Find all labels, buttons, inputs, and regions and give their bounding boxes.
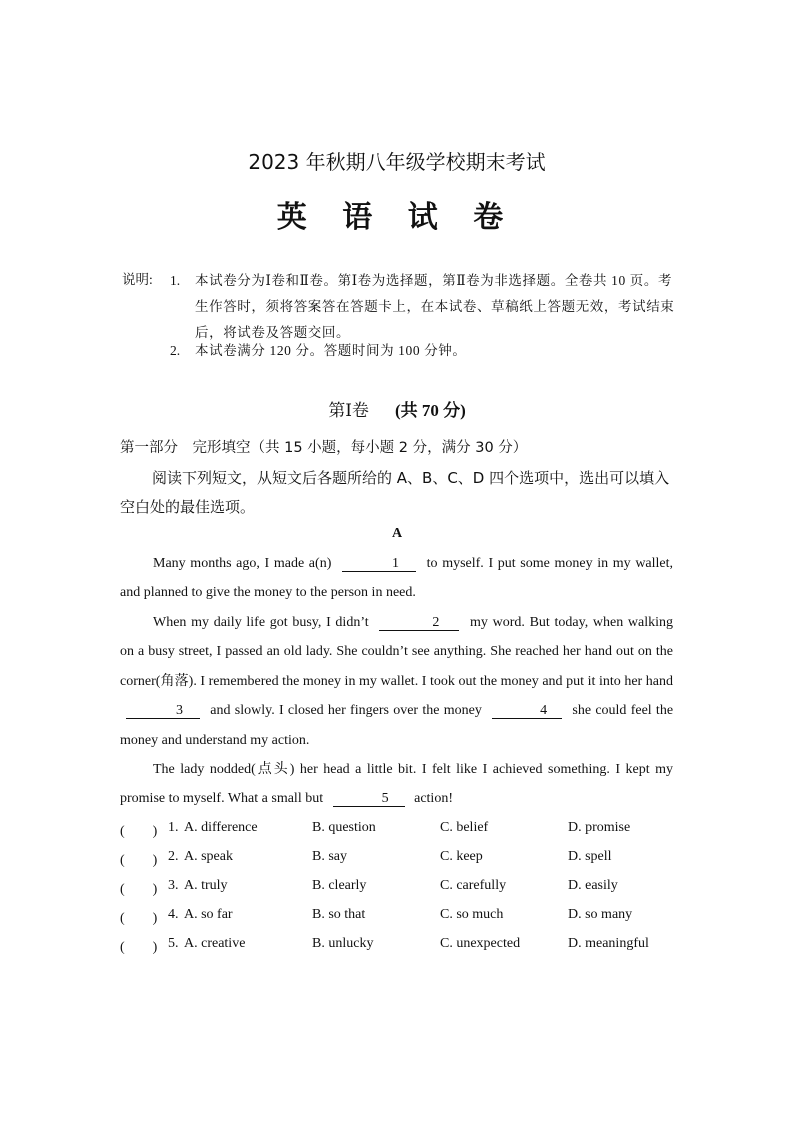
question-number: 3. — [168, 878, 179, 893]
question-row — [120, 849, 680, 869]
passage-paragraph-2 — [120, 608, 673, 755]
question-row — [120, 907, 680, 927]
blank-3: 3 — [126, 703, 200, 719]
question-number: 5. — [168, 936, 179, 951]
option-d: D. promise — [568, 820, 631, 835]
option-d: D. meaningful — [568, 936, 649, 951]
part-title: 第一部分 完形填空（共 15 小题，每小题 2 分，满分 30 分） — [120, 440, 528, 456]
subject-title: 英 语 试 卷 — [276, 201, 518, 234]
note-item-1 — [170, 268, 676, 346]
option-a: A. speak — [184, 849, 233, 864]
passage-text: she could feel the money and understand my action. — [120, 703, 674, 748]
part-instruction: 阅读下列短文，从短文后各题所给的 A、B、C、D 四个选项中，选出可以填入空白处的最佳选项。 — [120, 469, 670, 516]
option-c: C. unexpected — [440, 936, 521, 951]
question-row — [120, 820, 680, 840]
section-heading — [0, 396, 794, 421]
option-c: C. keep — [440, 849, 483, 864]
passage-text: to myself. I put some money in my wallet, and planned to give the money to the person in need. — [120, 556, 674, 601]
exam-title: 2023 年秋期八年级学校期末考试 — [248, 150, 546, 174]
question-row — [120, 936, 680, 956]
passage-text: my word. But today, when walking on a busy street, I passed an old lady. She couldn’t see anything. She reached her hand out on the corner(角落). I remembered the money in my wallet. I took out the money and put it into her hand — [120, 615, 674, 689]
option-d: D. easily — [568, 878, 618, 893]
option-c: C. carefully — [440, 878, 507, 893]
answer-bracket[interactable]: ( ) — [120, 853, 158, 868]
question-number: 2. — [168, 849, 179, 864]
blank-5: 5 — [333, 791, 405, 807]
option-a: A. so far — [184, 907, 233, 922]
question-row — [120, 878, 680, 898]
question-number: 4. — [168, 907, 179, 922]
answer-bracket[interactable]: ( ) — [120, 882, 158, 897]
section-score: (共 70 分) — [394, 401, 466, 420]
passage-text: action! — [414, 791, 453, 807]
option-a: A. difference — [184, 820, 258, 835]
blank-2: 2 — [379, 615, 459, 631]
blank-1: 1 — [342, 556, 416, 572]
option-d: D. spell — [568, 849, 612, 864]
option-b: B. clearly — [312, 878, 367, 893]
note-text: 本试卷满分 120 分。答题时间为 100 分钟。 — [195, 343, 467, 358]
passage-text: When my daily life got busy, I didn’t — [153, 615, 369, 630]
note-text: 本试卷分为Ⅰ卷和Ⅱ卷。第Ⅰ卷为选择题，第Ⅱ卷为非选择题。全卷共 10 页。考生作答时，须将答案答在答题卡上，在本试卷、草稿纸上答题无效，考试结束后，将试卷及答题交回。 — [195, 273, 675, 340]
question-number: 1. — [168, 820, 179, 835]
passage-text: and slowly. I closed her fingers over the money — [210, 703, 482, 719]
option-a: A. truly — [184, 878, 228, 893]
answer-bracket[interactable]: ( ) — [120, 911, 158, 926]
passage-text: Many months ago, I made a(n) — [153, 556, 332, 571]
option-c: C. belief — [440, 820, 489, 835]
passage-label: A — [391, 526, 403, 541]
passage-paragraph-3 — [120, 755, 673, 814]
note-item-2 — [170, 338, 676, 364]
option-c: C. so much — [440, 907, 504, 922]
section-name: 第Ⅰ卷 — [328, 401, 369, 420]
option-b: B. unlucky — [312, 936, 374, 951]
option-b: B. question — [312, 820, 376, 835]
option-a: A. creative — [184, 936, 246, 951]
note-number: 1. — [170, 273, 181, 288]
note-number: 2. — [170, 343, 181, 358]
option-d: D. so many — [568, 907, 633, 922]
blank-4: 4 — [492, 703, 562, 719]
passage-paragraph-1 — [120, 549, 673, 608]
notes-label: 说明: — [122, 272, 153, 287]
option-b: B. say — [312, 849, 347, 864]
passage-text: The lady nodded(点头) her head a little bit. I felt like I achieved something. I kept my promise to myself. What a small but — [120, 762, 673, 807]
option-b: B. so that — [312, 907, 366, 922]
answer-bracket[interactable]: ( ) — [120, 824, 158, 839]
answer-bracket[interactable]: ( ) — [120, 940, 158, 955]
